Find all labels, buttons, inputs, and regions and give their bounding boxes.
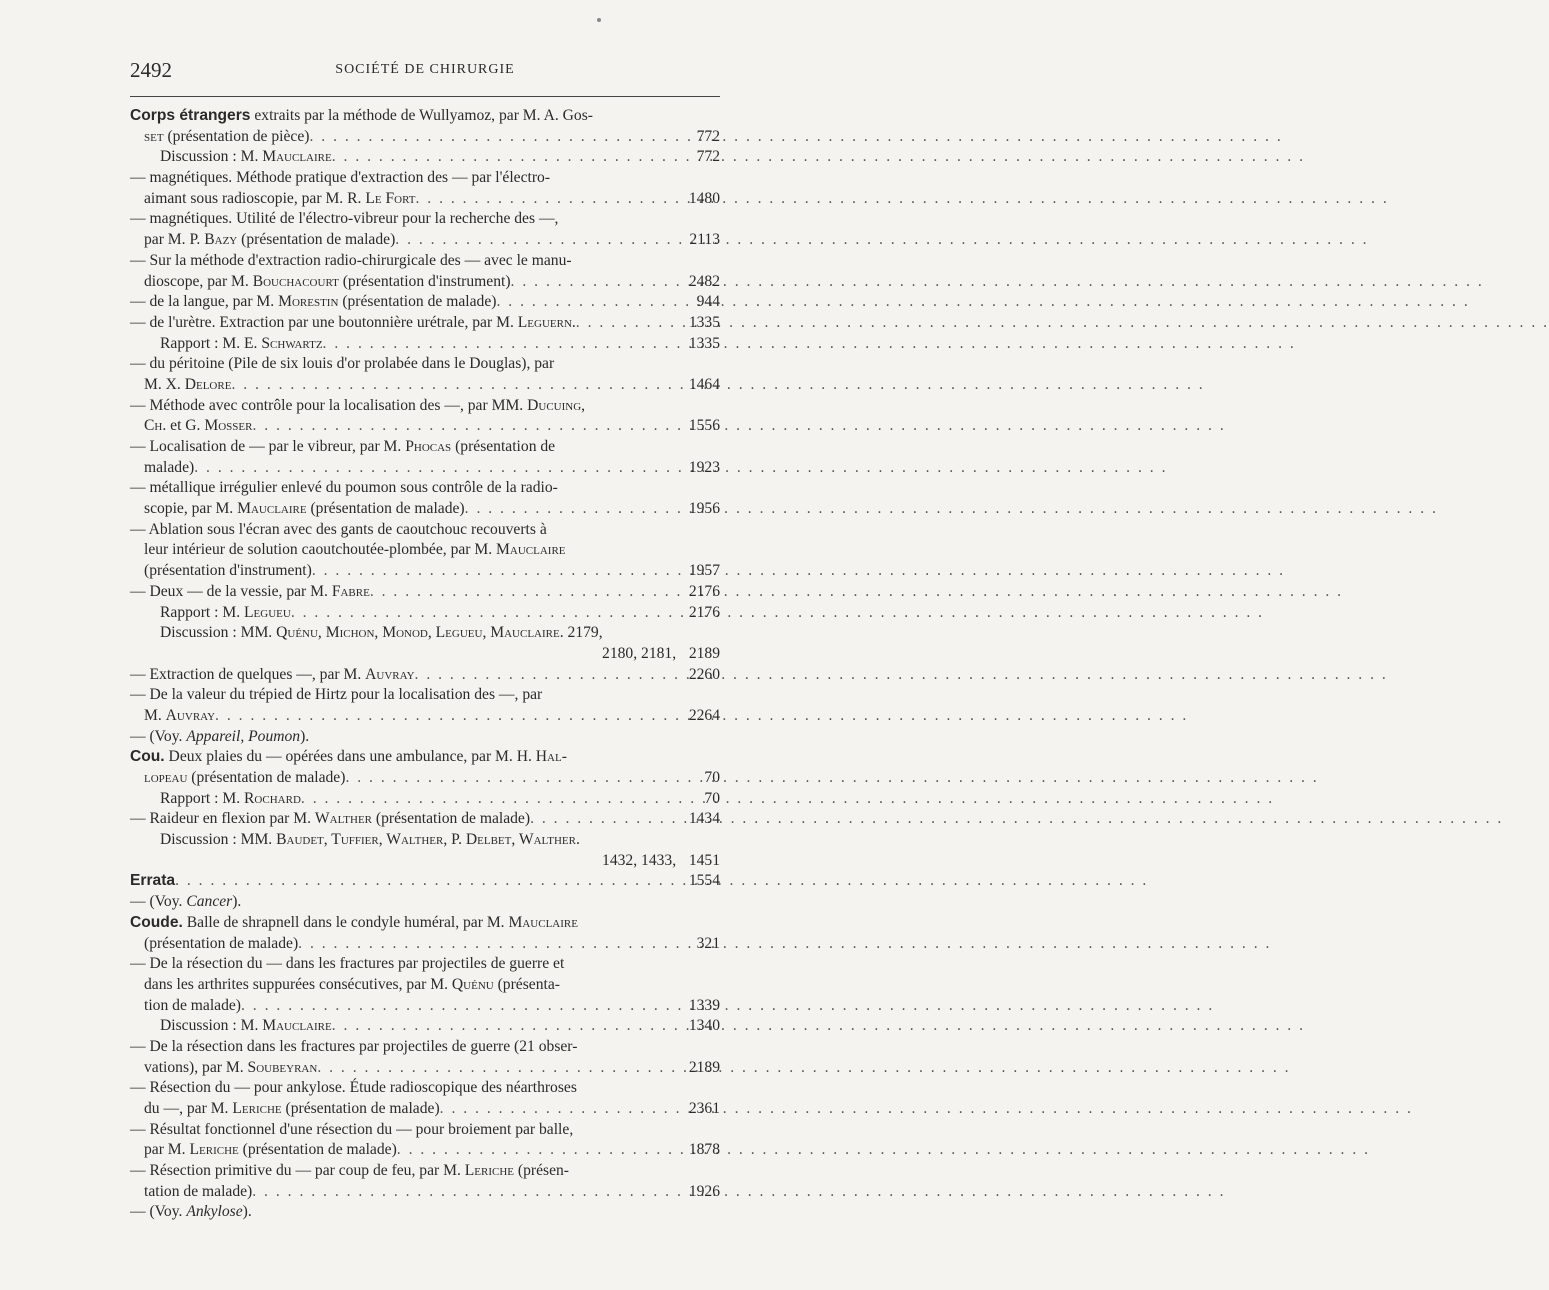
index-page-ref: 944 — [696, 293, 720, 311]
index-page-ref: 1554 — [688, 872, 720, 890]
index-line-text: 2180, 2181, 2189 — [602, 644, 720, 662]
index-page-ref: 1434 — [688, 810, 720, 828]
index-page-ref: 2113 — [689, 231, 720, 249]
index-line — [130, 520, 720, 541]
index-line-text: — Méthode avec contrôle pour la localisation des —, par MM. Ducuing, — [130, 396, 586, 414]
dot-leader — [511, 272, 685, 293]
index-page-ref: 1957 — [688, 562, 720, 580]
index-line-text: — De la valeur du trépied de Hirtz pour la localisation des —, par — [130, 686, 543, 704]
dot-leader — [370, 582, 685, 603]
index-line — [130, 913, 720, 934]
index-line-text: leur intérieur de solution caoutchoutée-plombée, par M. Mauclaire — [144, 541, 566, 559]
index-line — [130, 1099, 720, 1120]
dot-leader — [241, 996, 685, 1017]
index-line — [130, 830, 720, 851]
index-line-text: du —, par M. Leriche (présentation de malade) — [144, 1100, 440, 1117]
index-line — [130, 1078, 720, 1099]
index-line-text: Rapport : M. E. Schwartz — [160, 334, 323, 352]
index-line-text: — Raideur en flexion par M. Walther (présentation de malade) — [130, 810, 531, 828]
index-page-ref: 1556 — [688, 417, 720, 435]
index-page-ref: 1480 — [688, 189, 720, 207]
speck-mark — [597, 18, 601, 22]
index-line — [130, 685, 720, 706]
index-line-text: — De la résection du — dans les fractures par projectiles de guerre et — [130, 955, 565, 973]
index-page-ref: 2189 — [688, 1058, 720, 1076]
index-line-text: Rapport : M. Rochard — [160, 789, 301, 807]
index-line — [130, 189, 720, 210]
index-line — [130, 396, 720, 417]
index-line-text: — (Voy. Ankylose). — [130, 1203, 252, 1221]
index-line-text: Discussion : MM. Quénu, Michon, Monod, Legueu, Mauclaire. 2179, — [160, 624, 603, 642]
index-line-text: Discussion : M. Mauclaire — [160, 148, 332, 166]
index-line — [130, 934, 720, 955]
index-line — [130, 1016, 720, 1037]
index-line — [130, 975, 720, 996]
index-line-text: Rapport : M. Legueu — [160, 603, 291, 621]
index-line — [130, 747, 720, 768]
index-page-ref: 1926 — [688, 1182, 720, 1200]
index-line — [130, 416, 720, 437]
index-line-text: — Résultat fonctionnel d'une résection du — pour broiement par balle, — [130, 1120, 574, 1138]
index-line-text: Discussion : MM. Baudet, Tuffier, Walther, P. Delbet, Walther. — [160, 831, 580, 849]
index-line-text: scopie, par M. Mauclaire (présentation de malade) — [144, 500, 465, 518]
index-line — [130, 706, 720, 727]
index-page-ref: 1923 — [688, 458, 720, 476]
index-line — [130, 292, 720, 313]
dot-leader — [301, 789, 701, 810]
index-line — [130, 478, 720, 499]
index-line — [130, 851, 720, 872]
index-page-ref: 1335 — [688, 313, 720, 331]
index-line-text: (présentation de malade) — [144, 934, 299, 952]
index-line — [130, 1037, 720, 1058]
index-line — [130, 768, 720, 789]
index-line-text: Ch. et G. Mosser — [144, 417, 253, 435]
dot-leader — [252, 416, 684, 437]
index-page-ref: 2482 — [688, 272, 720, 290]
dot-leader — [312, 561, 685, 582]
index-page-ref: 2361 — [688, 1100, 720, 1117]
index-line-text: tation de malade) — [144, 1182, 253, 1200]
index-line — [130, 665, 720, 686]
index-line-text: lopeau (présentation de malade) — [144, 769, 346, 786]
index-line-text: vations), par M. Soubeyran — [144, 1058, 318, 1076]
page-header — [130, 58, 720, 88]
index-page-ref: 70 — [704, 789, 720, 807]
index-line — [130, 582, 720, 603]
index-line-text: — métallique irrégulier enlevé du poumon sous contrôle de la radio- — [130, 479, 558, 497]
dot-leader — [309, 127, 692, 148]
index-line — [130, 230, 720, 251]
index-page-ref: 1464 — [688, 375, 720, 393]
index-page-ref: 70 — [704, 769, 720, 786]
index-line — [130, 127, 720, 148]
index-page-ref: 1956 — [688, 500, 720, 518]
dot-leader — [440, 1099, 685, 1120]
index-line — [130, 789, 720, 810]
dot-leader — [298, 934, 692, 955]
dot-leader — [397, 1140, 685, 1161]
index-line-text: — (Voy. Appareil, Poumon). — [130, 727, 310, 745]
dot-leader — [175, 871, 685, 892]
dot-leader — [395, 230, 685, 251]
index-line-text: par M. P. Bazy (présentation de malade) — [144, 231, 396, 249]
index-line-text: aimant sous radioscopie, par M. R. Le Fort — [144, 189, 416, 207]
index-line-text: — Deux — de la vessie, par M. Fabre — [130, 582, 370, 600]
index-line-text: dans les arthrites suppurées consécutives, par M. Quénu (présenta- — [144, 975, 560, 993]
index-line — [130, 809, 720, 830]
index-line-text: M. X. Delore — [144, 375, 232, 393]
dot-leader — [317, 1058, 685, 1079]
index-page-ref: 1878 — [688, 1141, 720, 1159]
index-page-ref: 772 — [696, 127, 720, 145]
index-line-text: — Résection du — pour ankylose. Étude radioscopique des néarthroses — [130, 1079, 577, 1097]
index-line-text: — magnétiques. Méthode pratique d'extraction des — par l'électro- — [130, 169, 551, 187]
dot-leader — [252, 1182, 685, 1203]
index-line-text: dioscope, par M. Bouchacourt (présentation d'instrument) — [144, 272, 511, 290]
index-page-ref: 1335 — [688, 334, 720, 352]
index-line — [130, 561, 720, 582]
index-line — [130, 954, 720, 975]
index-line-text: — De la résection dans les fractures par projectiles de guerre (21 obser- — [130, 1037, 578, 1055]
index-page-ref: 2260 — [688, 665, 720, 683]
dot-leader — [576, 313, 685, 334]
index-line — [130, 251, 720, 272]
index-line — [130, 1161, 720, 1182]
index-line — [130, 334, 720, 355]
index-line-text: — magnétiques. Utilité de l'électro-vibreur pour la recherche des —, — [130, 210, 559, 228]
index-line-text: — de l'urètre. Extraction par une boutonnière urétrale, par M. Leguern. — [130, 313, 576, 331]
dot-leader — [465, 499, 685, 520]
index-line — [130, 313, 720, 334]
dot-leader — [215, 706, 685, 727]
header-rule — [130, 96, 720, 97]
index-page-ref: 2264 — [688, 706, 720, 724]
index-line — [130, 209, 720, 230]
index-line — [130, 272, 720, 293]
dot-leader — [415, 665, 685, 686]
page-number: 2492 — [130, 58, 172, 82]
dot-leader — [530, 809, 685, 830]
index-line — [130, 1140, 720, 1161]
index-line-text: Discussion : M. Mauclaire — [160, 1017, 332, 1035]
index-line — [130, 603, 720, 624]
dot-leader — [323, 334, 685, 355]
running-title: SOCIÉTÉ DE CHIRURGIE — [335, 62, 515, 77]
index-line — [130, 354, 720, 375]
index-line-text: set (présentation de pièce) — [144, 127, 310, 145]
index-line — [130, 871, 720, 892]
index-line-text: — (Voy. Cancer). — [130, 893, 242, 911]
index-line — [130, 623, 720, 644]
index-page-ref: 2176 — [688, 582, 720, 600]
index-line — [130, 437, 720, 458]
dot-leader — [332, 147, 693, 168]
index-page-ref: 772 — [696, 148, 720, 166]
index-line — [130, 996, 720, 1017]
index-line — [130, 168, 720, 189]
dot-leader — [345, 768, 700, 789]
index-line — [130, 1120, 720, 1141]
dot-leader — [332, 1016, 685, 1037]
index-line-text: tion de malade) — [144, 996, 241, 1014]
dot-leader — [231, 375, 684, 396]
dot-leader — [291, 603, 685, 624]
index-line-text: Corps étrangers extraits par la méthode de Wullyamoz, par M. A. Gos- — [130, 107, 593, 124]
index-line — [130, 106, 720, 127]
index-page-ref: 321 — [696, 934, 720, 952]
index-line-text: — Ablation sous l'écran avec des gants de caoutchouc recouverts à — [130, 520, 547, 538]
index-line — [130, 1058, 720, 1079]
index-page-ref: 1339 — [688, 996, 720, 1014]
index-line — [130, 1202, 720, 1223]
index-line — [130, 375, 720, 396]
dot-leader — [496, 292, 692, 313]
index-line-text: M. Auvray — [144, 706, 216, 724]
index-line — [130, 892, 720, 913]
index-line — [130, 1182, 720, 1203]
index-line-text: — Résection primitive du — par coup de feu, par M. Leriche (présen- — [130, 1162, 569, 1180]
index-line — [130, 458, 720, 479]
index-page-ref: 1340 — [688, 1017, 720, 1035]
index-line-text: (présentation d'instrument) — [144, 562, 312, 580]
index-line — [130, 499, 720, 520]
index-line — [130, 727, 720, 748]
index-line — [130, 644, 720, 665]
index-line-text: Coude. Balle de shrapnell dans le condyle huméral, par M. Mauclaire — [130, 913, 578, 931]
index-line — [130, 147, 720, 168]
index-line-text: — Localisation de — par le vibreur, par M. Phocas (présentation de — [130, 438, 556, 455]
dot-leader — [194, 458, 685, 479]
index-line-text: par M. Leriche (présentation de malade) — [144, 1141, 397, 1159]
dot-leader — [415, 189, 684, 210]
index-page-ref: 2176 — [688, 603, 720, 621]
index-line-text: — du péritoine (Pile de six louis d'or prolabée dans le Douglas), par — [130, 355, 555, 373]
index-list — [130, 106, 720, 1223]
index-line-text: — Sur la méthode d'extraction radio-chirurgicale des — avec le manu- — [130, 251, 572, 269]
index-line — [130, 540, 720, 561]
index-line-text: — Extraction de quelques —, par M. Auvray — [130, 665, 415, 683]
index-line-text: malade) — [144, 458, 195, 476]
index-line-text: Errata — [130, 872, 176, 890]
index-line-text: 1432, 1433, 1451 — [602, 851, 720, 869]
index-line-text: — de la langue, par M. Morestin (présentation de malade) — [130, 293, 497, 311]
index-line-text: Cou. Deux plaies du — opérées dans une ambulance, par M. H. Hal- — [130, 748, 567, 766]
